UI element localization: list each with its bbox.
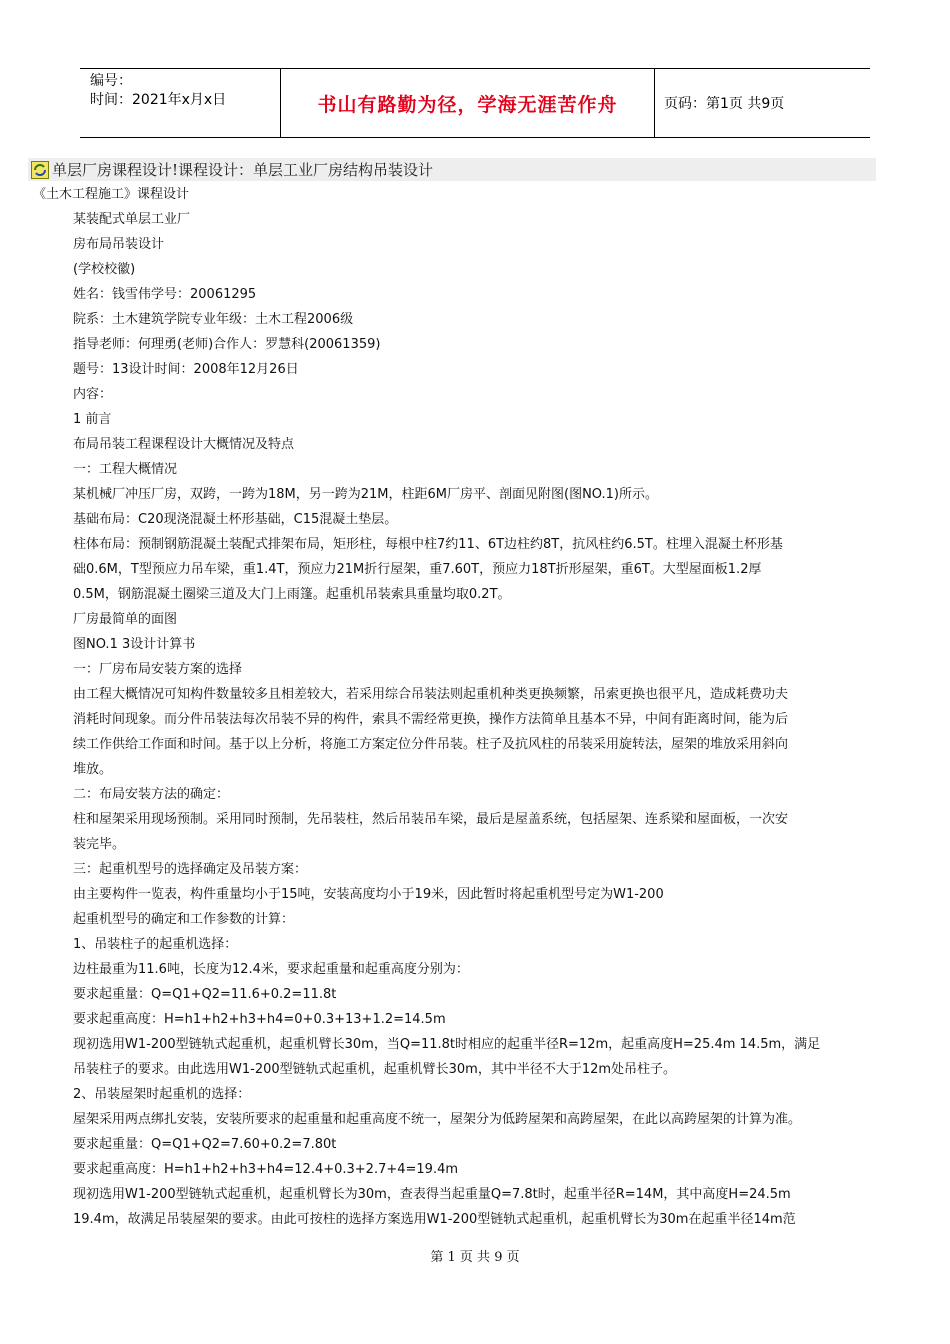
body-line: 吊装柱子的要求。由此选用W1-200型链轨式起重机，起重机臂长30m，其中半径不大于12m处吊柱子。 [73, 1062, 677, 1077]
body-line: (学校校徽) [73, 262, 136, 277]
body-line: 1 前言 [73, 412, 112, 427]
body-line: 题号：13设计时间：2008年12月26日 [73, 362, 299, 377]
number-label: 编号： [90, 73, 132, 89]
document-title-bar [28, 158, 876, 181]
page-footer: 第 1 页 共 9 页 [430, 1250, 520, 1265]
body-line: 要求起重高度：H=h1+h2+h3+h4=12.4+0.3+2.7+4=19.4m [73, 1162, 459, 1177]
body-line: 内容： [73, 387, 113, 402]
body-line: 续工作供给工作面和时间。基于以上分析，将施工方案定位分件吊装。柱子及抗风柱的吊装采用旋转法，屋架的堆放采用斜向 [73, 737, 789, 752]
time-label: 时间：2021年x月x日 [90, 92, 227, 108]
body-line: 《土木工程施工》课程设计 [33, 187, 190, 202]
body-line: 消耗时间现象。而分件吊装法每次吊装不异的构件，索具不需经常更换，操作方法简单且基本不异，中间有距离时间，能为后 [73, 712, 789, 727]
body-line: 二：布局安装方法的确定： [73, 787, 230, 802]
header-meta-cell [80, 69, 280, 137]
body-line: 三：起重机型号的选择确定及吊装方案： [73, 862, 308, 877]
body-line: 堆放。 [73, 762, 113, 777]
body-line: 姓名：钱雪伟学号：20061295 [73, 287, 257, 302]
body-line: 边柱最重为11.6吨，长度为12.4米，要求起重量和起重高度分别为： [73, 962, 469, 977]
body-line: 由主要构件一览表，构件重量均小于15吨，安装高度均小于19米，因此暂时将起重机型号定为W1-200 [73, 887, 664, 902]
body-line: 房布局吊装设计 [73, 237, 165, 252]
body-line: 基础布局：C20现浇混凝土杯形基础，C15混凝土垫层。 [73, 512, 398, 527]
header-page-cell [654, 69, 870, 137]
body-line: 柱体布局：预制钢筋混凝土装配式排架布局，矩形柱，每根中柱7约11、6T边柱约8T，抗风柱约6.5T。柱埋入混凝土杯形基 [73, 537, 783, 552]
body-line: 指导老师：何理勇(老师)合作人：罗慧科(20061359) [73, 337, 381, 352]
body-line: 厂房最简单的面图 [73, 612, 178, 627]
body-line: 屋架采用两点绑扎安装，安装所要求的起重量和起重高度不统一，屋架分为低跨屋架和高跨屋架，在此以高跨屋架的计算为准。 [73, 1112, 802, 1127]
body-line: 图NO.1 3设计计算书 [73, 637, 196, 652]
header-motto-cell [280, 69, 655, 137]
page-info: 页码：第1页 共9页 [664, 96, 785, 112]
body-line: 院系：土木建筑学院专业年级：土木工程2006级 [73, 312, 354, 327]
body-line: 要求起重高度：H=h1+h2+h3+h4=0+0.3+13+1.2=14.5m [73, 1012, 446, 1027]
body-line: 现初选用W1-200型链轨式起重机，起重机臂长为30m，查表得当起重量Q=7.8t时，起重半径R=14M，其中高度H=24.5m [73, 1187, 791, 1202]
body-line: 起重机型号的确定和工作参数的计算： [73, 912, 295, 927]
body-line: 0.5M，钢筋混凝土圈梁三道及大门上雨篷。起重机吊装索具重量均取0.2T。 [73, 587, 511, 602]
body-line: 一：工程大概情况 [73, 462, 178, 477]
body-line: 某机械厂冲压厂房，双跨，一跨为18M，另一跨为21M，柱距6M厂房平、剖面见附图(图NO.1)所示。 [73, 487, 658, 502]
body-line: 某装配式单层工业厂 [73, 212, 191, 227]
body-line: 1、吊装柱子的起重机选择： [73, 937, 238, 952]
body-line: 布局吊装工程课程设计大概情况及特点 [73, 437, 295, 452]
body-line: 装完毕。 [73, 837, 126, 852]
body-line: 一：厂房布局安装方案的选择 [73, 662, 243, 677]
body-line: 柱和屋架采用现场预制。采用同时预制，先吊装柱，然后吊装吊车梁，最后是屋盖系统，包括屋架、连系梁和屋面板，一次安 [73, 812, 789, 827]
document-title: 单层厂房课程设计!课程设计：单层工业厂房结构吊装设计 [52, 161, 434, 179]
body-line: 要求起重量：Q=Q1+Q2=7.60+0.2=7.80t [73, 1137, 337, 1152]
body-line: 由工程大概情况可知构件数量较多且相差较大，若采用综合吊装法则起重机种类更换频繁，吊索更换也很平凡，造成耗费功夫 [73, 687, 789, 702]
body-line: 现初选用W1-200型链轨式起重机，起重机臂长30m，当Q=11.8t时相应的起重半径R=12m，起重高度H=25.4m 14.5m，满足 [73, 1037, 821, 1052]
body-line: 要求起重量：Q=Q1+Q2=11.6+0.2=11.8t [73, 987, 337, 1002]
body-line: 础0.6M，T型预应力吊车梁，重1.4T，预应力21M折行屋架，重7.60T，预应力18T折形屋架，重6T。大型屋面板1.2厚 [73, 562, 762, 577]
document-icon [31, 161, 49, 179]
body-line: 19.4m，故满足吊装屋架的要求。由此可按柱的选择方案选用W1-200型链轨式起重机，起重机臂长为30m在起重半径14m范 [73, 1212, 796, 1227]
header-table [80, 68, 870, 138]
body-line: 2、吊装屋架时起重机的选择： [73, 1087, 251, 1102]
motto-text: 书山有路勤为径，学海无涯苦作舟 [317, 93, 618, 116]
